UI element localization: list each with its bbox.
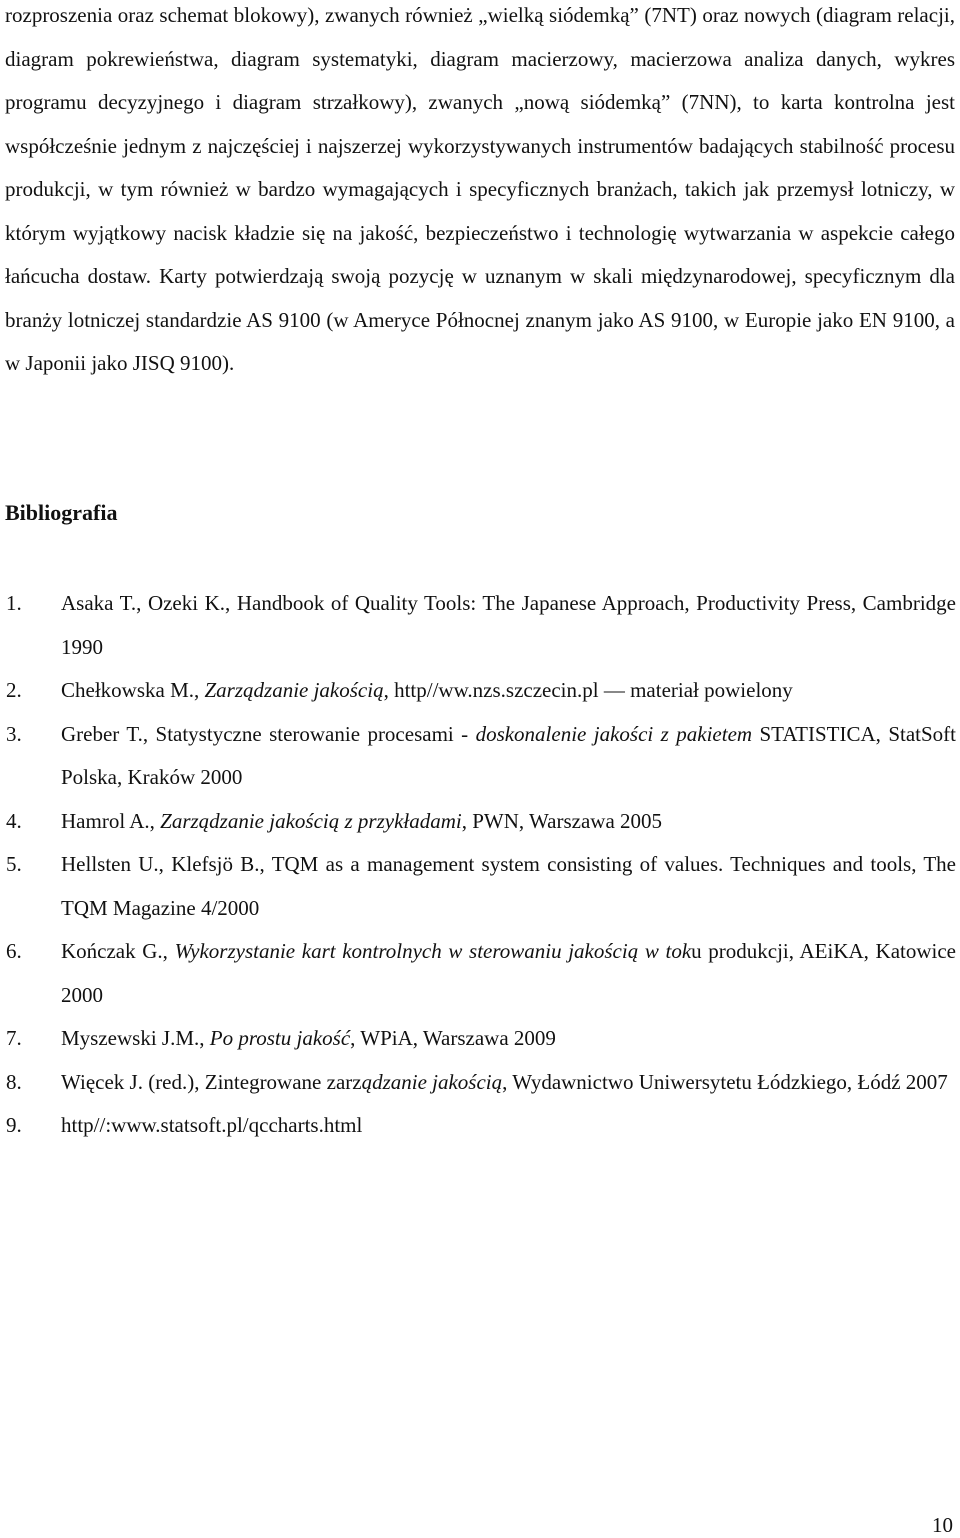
item-author: Myszewski J.M.,	[61, 1026, 210, 1050]
item-details: , WPiA, Warszawa 2009	[350, 1026, 556, 1050]
item-author: Hamrol A.,	[61, 808, 161, 833]
bibliography-item	[0, 1017, 956, 1061]
bibliography-item	[0, 843, 956, 930]
bibliography-list	[0, 582, 956, 1148]
page-number: 10	[932, 1513, 953, 1537]
bibliography-item	[0, 713, 956, 800]
item-author: Chełkowska M.,	[61, 678, 205, 702]
item-number: 1.	[6, 591, 22, 615]
item-title: doskonalenie jakości z pakietem	[475, 721, 753, 746]
item-title: ądzanie jakością	[361, 1069, 503, 1094]
item-author: Kończak G.,	[61, 939, 175, 963]
item-title: Po prostu jakość	[209, 1026, 351, 1050]
item-number: 7.	[6, 1026, 22, 1050]
item-number: 8.	[6, 1069, 22, 1094]
item-link-text: http//:www.statsoft.pl/qccharts.html	[61, 1113, 363, 1137]
bibliography-item	[0, 1061, 956, 1105]
item-title: Zarządzanie jakością z przykładami	[160, 808, 462, 833]
bibliography-item	[0, 582, 956, 669]
bibliography-item	[0, 800, 956, 844]
item-details: , PWN, Warszawa 2005	[461, 808, 663, 833]
item-details: u produkcji, AEiKA, Katowice 2000	[61, 939, 956, 1007]
item-number: 5.	[6, 852, 22, 876]
item-number: 9.	[6, 1113, 22, 1137]
item-details: , Wydawnictwo Uniwersytetu Łódzkiego, Łódź 2007	[502, 1069, 948, 1094]
item-number: 4.	[6, 808, 22, 833]
item-details: , http//ww.nzs.szczecin.pl — materiał powielony	[383, 678, 793, 702]
bibliography-item	[0, 669, 956, 713]
item-title: Wykorzystanie kart kontrolnych w sterowaniu jakością w tok	[174, 939, 692, 963]
body-paragraph: rozproszenia oraz schemat blokowy), zwanych również „wielką siódemką” (7NT) oraz nowych (diagram relacji, diagram pokrewieństwa, diagram systematyki, diagram macierzowy, macierzowa analiza danych, wykres programu decyzyjnego i diagram strzałkowy), zwanych „nową siódemką” (7NN), to karta kontrolna jest współcześnie jednym z najczęściej i najszerzej wykorzystywanych instrumentów badających stabilność procesu produkcji, w tym również w bardzo wymagających i specyficznych branżach, takich jak przemysł lotniczy, w którym wyjątkowy nacisk kładzie się na jakość, bezpieczeństwo i technologię wytwarzania w aspekcie całego łańcucha dostaw. Karty potwierdzają swoją pozycję w uznanym w skali międzynarodowej, specyficznym dla branży lotniczej standardzie AS 9100 (w Ameryce Północnej znanym jako AS 9100, w Europie jako EN 9100, a w Japonii jako JISQ 9100).	[5, 3, 955, 375]
item-number: 2.	[6, 678, 22, 702]
bibliography-item	[0, 930, 956, 1017]
item-author: Więcek J. (red.), Zintegrowane zarz	[61, 1069, 362, 1094]
item-text: Asaka T., Ozeki K., Handbook of Quality Tools: The Japanese Approach, Productivity Press, Cambridge 1990	[61, 591, 956, 659]
bibliography-heading: Bibliografia	[5, 500, 118, 525]
item-number: 3.	[6, 721, 22, 746]
item-number: 6.	[6, 939, 22, 963]
item-details: STATISTICA, StatSoft Polska, Kraków 2000	[61, 721, 956, 789]
item-title: Zarządzanie jakością	[204, 678, 384, 702]
bibliography-item	[0, 1104, 956, 1148]
item-author: Greber T., Statystyczne sterowanie procesami -	[61, 721, 476, 746]
item-text: Hellsten U., Klefsjö B., TQM as a management system consisting of values. Techniques and tools, The TQM Magazine 4/2000	[61, 852, 956, 920]
